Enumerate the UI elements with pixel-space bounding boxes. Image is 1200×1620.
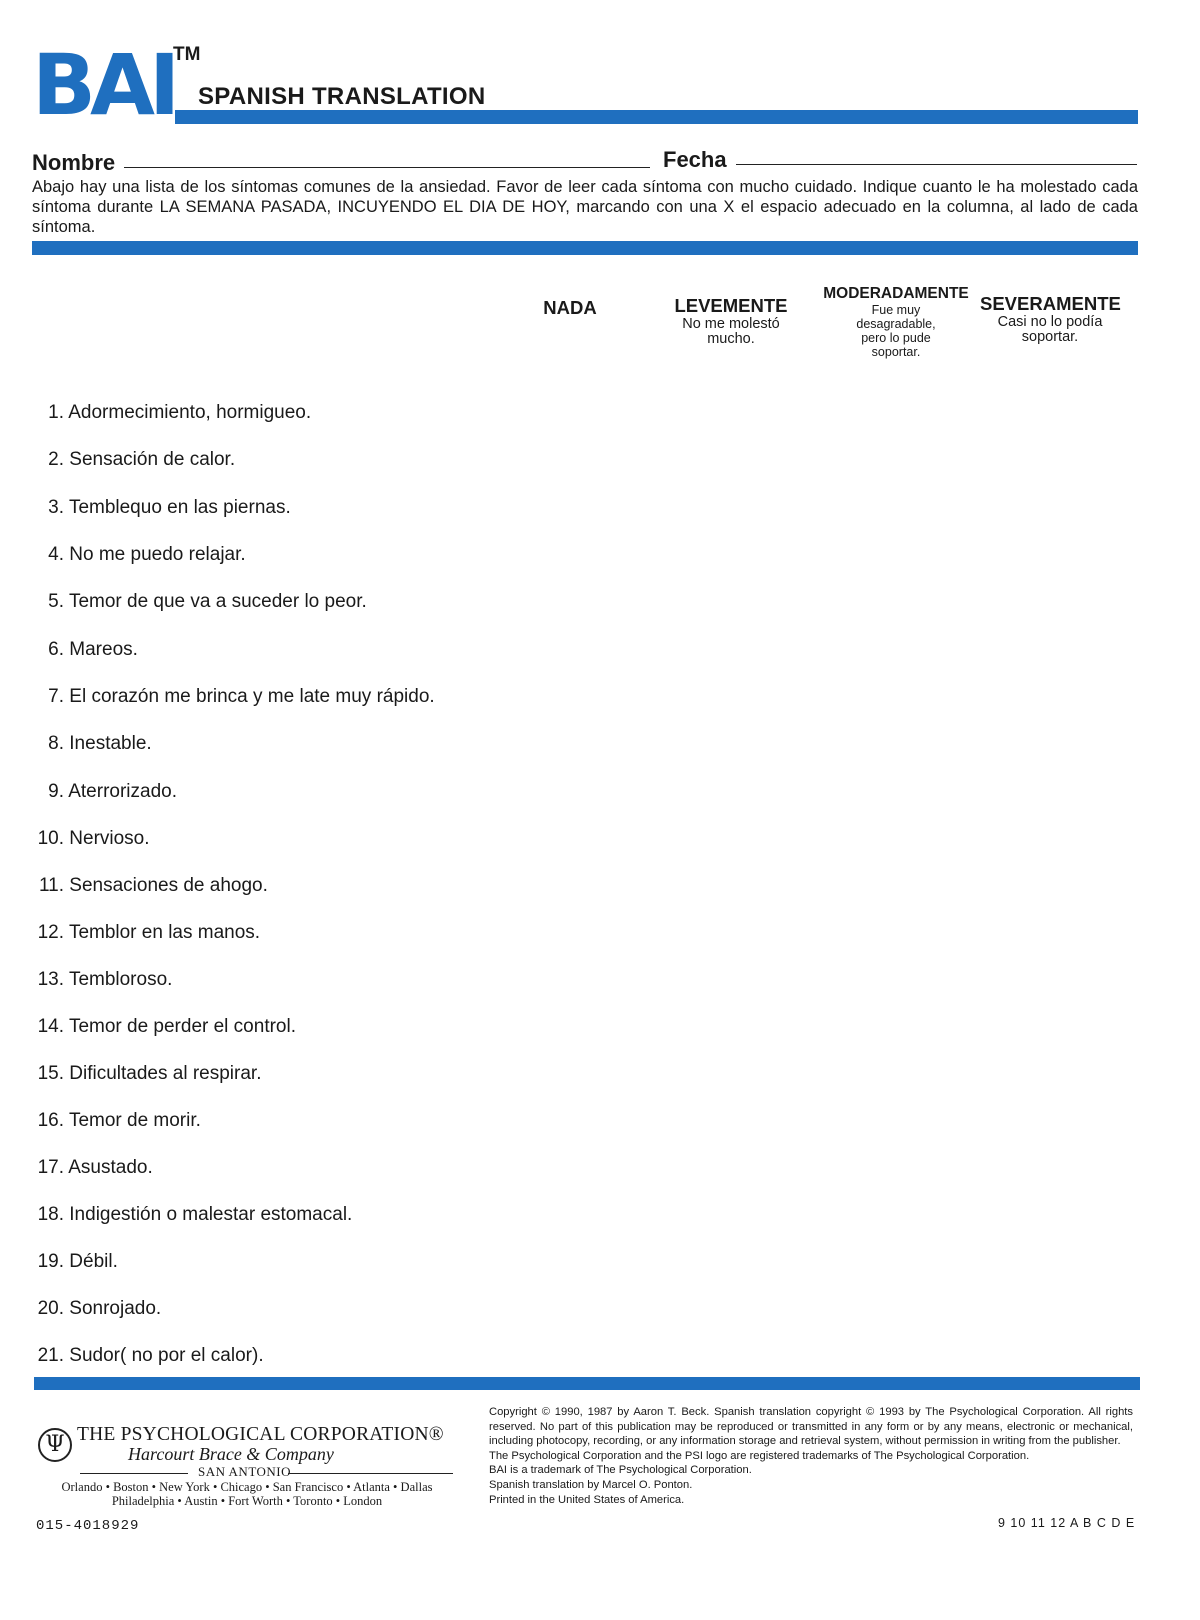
symptom-text: Sensación de calor. [69, 449, 236, 470]
publisher-name: THE PSYCHOLOGICAL CORPORATION® [77, 1424, 444, 1445]
symptom-text: Temor de morir. [68, 1110, 201, 1131]
symptom-item[interactable] [32, 544, 492, 566]
column-subtitle: No me molestó mucho. [682, 316, 780, 347]
symptom-number: 11. [38, 875, 64, 896]
symptom-item[interactable] [32, 686, 492, 708]
copyright-notice [489, 1405, 1133, 1507]
symptom-item[interactable] [32, 591, 492, 613]
symptom-text: Sonrojado. [69, 1298, 162, 1319]
symptom-text: Tembloroso. [68, 969, 173, 990]
symptom-number: 8. [48, 733, 64, 754]
symptom-item[interactable] [32, 1345, 492, 1367]
symptom-text: Temor de que va a suceder lo peor. [68, 591, 367, 612]
symptom-number: 14. [37, 1016, 64, 1037]
symptom-text: Débil. [69, 1251, 118, 1272]
header-divider-bar [175, 110, 1138, 124]
symptom-text: Temblequo en las piernas. [68, 497, 291, 518]
symptom-text: Dificultades al respirar. [69, 1063, 262, 1084]
trademark-text: BAI is a trademark of The Psychological Corporation. [489, 1464, 752, 1477]
trademark-text: The Psychological Corporation and the PSI logo are registered trademarks of The Psychological Corporation. [489, 1449, 1030, 1462]
symptom-text: Indigestión o malestar estomacal. [69, 1204, 353, 1225]
symptom-item[interactable] [32, 1251, 492, 1273]
translator-text: Spanish translation by Marcel O. Ponton. [489, 1478, 693, 1491]
symptom-number: 6. [48, 639, 64, 660]
symptom-number: 1. [48, 402, 64, 423]
column-subtitle: Fue muy desagradable, pero lo pude soportar. [856, 303, 936, 359]
bai-logo-text: BAI [32, 36, 175, 134]
column-header-levemente [661, 295, 801, 347]
page-subtitle: SPANISH TRANSLATION [198, 83, 486, 110]
cities-line: Philadelphia • Austin • Fort Worth • Toronto • London [111, 1494, 383, 1508]
symptom-item[interactable] [32, 402, 492, 424]
column-title: SEVERAMENTE [980, 293, 1121, 314]
symptom-text: Nervioso. [69, 828, 150, 849]
instructions-text: Abajo hay una lista de los síntomas comunes de la ansiedad. Favor de leer cada síntoma con mucho cuidado. Indique cuanto le ha molestado cada síntoma durante LA SEMANA PASADA, INCUYENDO EL DIA DE HOY, marcando con una X el espacio adecuado en la columna, al lado de cada síntoma. [32, 178, 1138, 236]
instructions-divider-bar [32, 241, 1138, 255]
symptom-item[interactable] [32, 449, 492, 471]
column-header-moderadamente [820, 285, 972, 359]
print-code: 9 10 11 12 A B C D E [998, 1516, 1136, 1530]
symptom-item[interactable] [32, 922, 492, 944]
symptom-number: 7. [48, 686, 64, 707]
column-header-nada [520, 297, 620, 319]
publisher-cities [38, 1480, 456, 1508]
symptom-text: Adormecimiento, hormigueo. [68, 402, 312, 423]
symptom-item[interactable] [32, 1016, 492, 1038]
symptom-text: Sensaciones de ahogo. [69, 875, 268, 896]
copyright-text: Copyright © 1990, 1987 by Aaron T. Beck. Spanish translation copyright © 1993 by The Psychological Corporation. All rights reserved. No part of this publication may be reproduced or transmitted in any form or by any means, electronic or mechanical, including photocopy, recording, or any information storage and retrieval system, without permission in writing from the publisher. [489, 1406, 1133, 1448]
symptom-number: 21. [37, 1345, 64, 1366]
symptom-item[interactable] [32, 1157, 492, 1179]
column-title: NADA [543, 297, 597, 318]
catalog-number: 015-4018929 [36, 1518, 140, 1534]
printed-text: Printed in the United States of America. [489, 1493, 685, 1506]
footer-divider-bar [34, 1377, 1140, 1390]
symptom-text: Asustado. [68, 1157, 153, 1178]
symptom-number: 5. [48, 591, 64, 612]
symptom-number: 16. [37, 1110, 64, 1131]
symptom-number: 2. [48, 449, 64, 470]
date-label: Fecha [663, 147, 727, 172]
symptom-number: 3. [48, 497, 64, 518]
column-title: MODERADAMENTE [823, 285, 969, 302]
symptom-item[interactable] [32, 1204, 492, 1226]
symptom-item[interactable] [32, 1063, 492, 1085]
column-header-severamente [980, 293, 1120, 345]
divider-line [80, 1473, 188, 1474]
cities-line: Orlando • Boston • New York • Chicago • San Francisco • Atlanta • Dallas [61, 1480, 433, 1494]
symptom-item[interactable] [32, 639, 492, 661]
symptom-text: Mareos. [69, 639, 138, 660]
name-field[interactable] [124, 167, 650, 168]
psi-logo-icon: Ψ [38, 1428, 72, 1462]
symptom-item[interactable] [32, 1110, 492, 1132]
symptom-number: 20. [37, 1298, 64, 1319]
symptom-number: 4. [48, 544, 64, 565]
date-field[interactable] [736, 164, 1137, 165]
symptom-text: Inestable. [69, 733, 152, 754]
column-title: LEVEMENTE [674, 295, 788, 316]
trademark-mark: TM [173, 44, 201, 65]
symptom-number: 13. [37, 969, 64, 990]
symptom-text: Temor de perder el control. [68, 1016, 296, 1037]
bai-logo [32, 36, 175, 134]
symptom-item[interactable] [32, 497, 492, 519]
divider-line [288, 1473, 453, 1474]
symptom-number: 19. [37, 1251, 64, 1272]
symptom-item[interactable] [32, 875, 492, 897]
symptom-text: No me puedo relajar. [69, 544, 246, 565]
publisher-city: SAN ANTONIO [198, 1464, 292, 1479]
symptom-item[interactable] [32, 781, 492, 803]
symptom-text: Sudor( no por el calor). [69, 1345, 264, 1366]
symptom-text: Aterrorizado. [68, 781, 178, 802]
symptom-number: 17. [37, 1157, 64, 1178]
symptom-text: Temblor en las manos. [68, 922, 261, 943]
symptom-item[interactable] [32, 969, 492, 991]
symptom-number: 10. [37, 828, 64, 849]
publisher-subtitle: Harcourt Brace & Company [128, 1444, 334, 1464]
name-label: Nombre [32, 150, 116, 175]
symptom-number: 15. [37, 1063, 64, 1084]
symptom-text: El corazón me brinca y me late muy rápido. [69, 686, 435, 707]
symptom-item[interactable] [32, 828, 492, 850]
symptom-number: 18. [37, 1204, 64, 1225]
symptom-number: 9. [48, 781, 64, 802]
symptom-item[interactable] [32, 1298, 492, 1320]
symptom-number: 12. [37, 922, 64, 943]
symptom-item[interactable] [32, 733, 492, 755]
column-subtitle: Casi no lo podía soportar. [997, 314, 1103, 345]
